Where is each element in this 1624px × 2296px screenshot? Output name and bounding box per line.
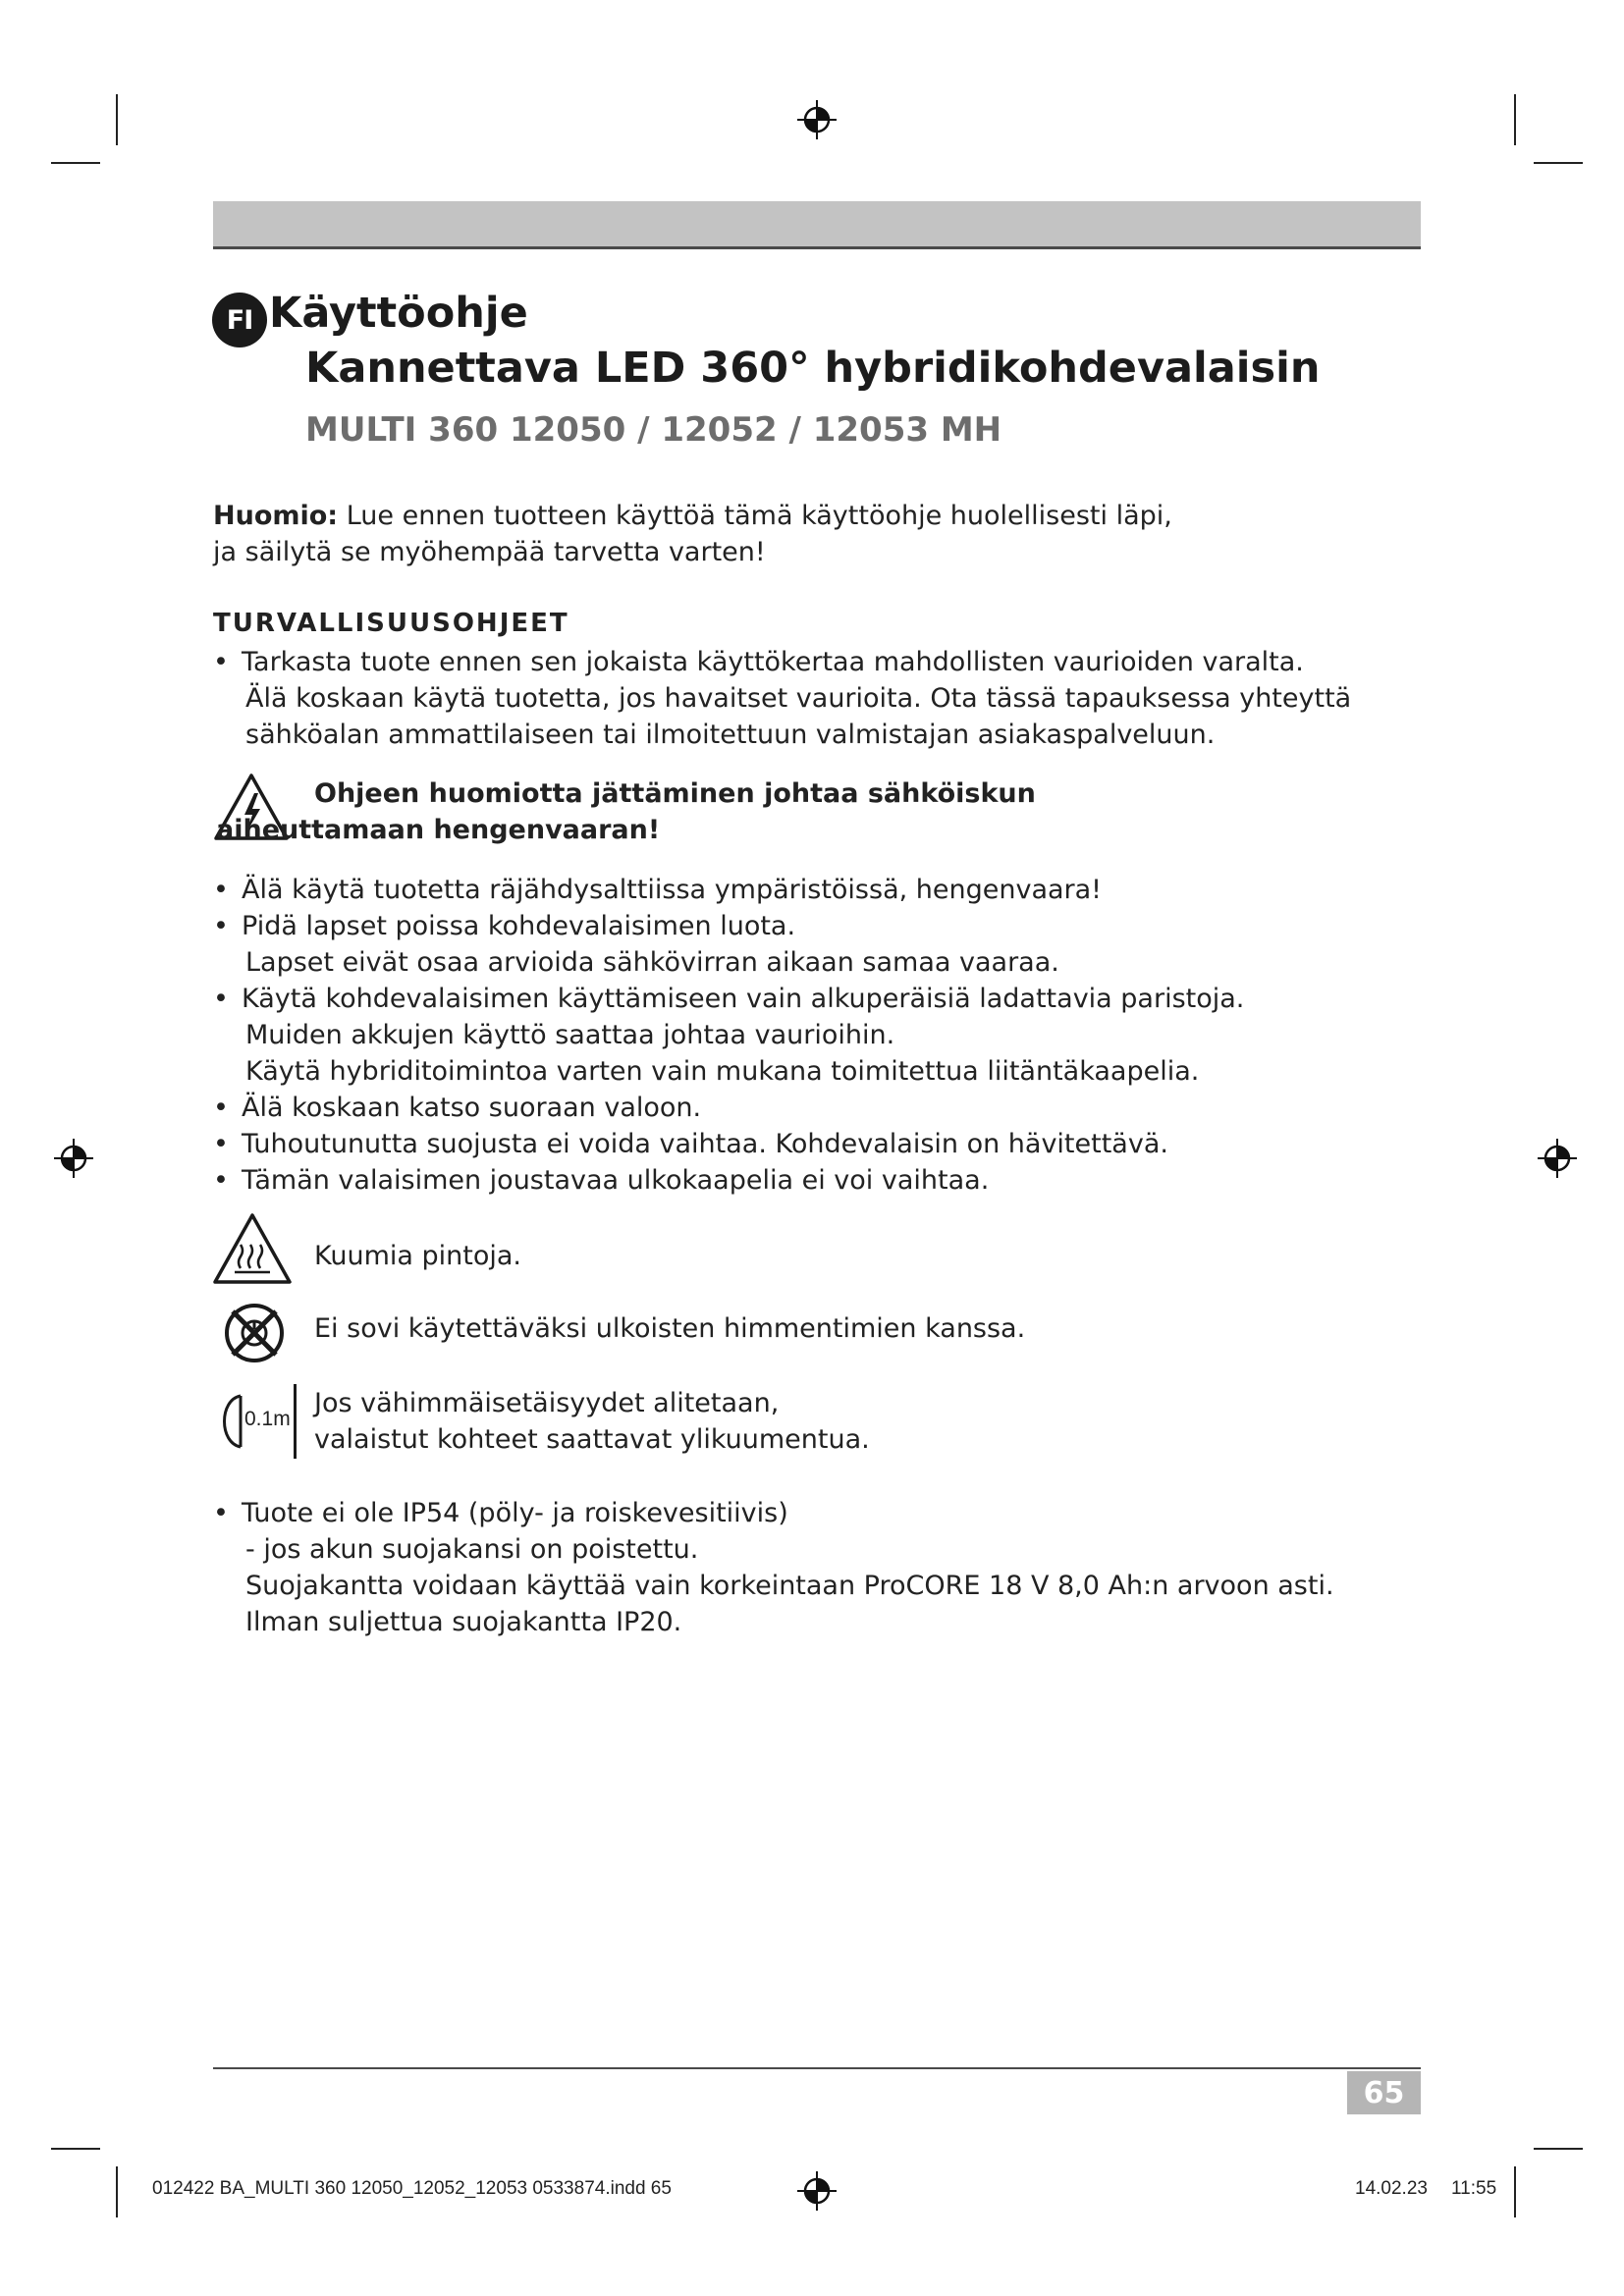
crop-mark (116, 2166, 118, 2217)
footer-file-info: 012422 BA_MULTI 360 12050_12052_12053 0533874.indd 65 (152, 2178, 672, 2199)
registration-mark-icon (797, 100, 837, 139)
list-item-continuation: sähköalan ammattilaiseen tai ilmoitettuun valmistajan asiakaspalveluun. (245, 720, 1216, 750)
bullet-dot: • (213, 647, 229, 677)
crop-mark (51, 162, 100, 164)
bullet-dot: • (213, 1165, 229, 1196)
section-heading: TURVALLISUUSOHJEET (213, 609, 569, 638)
list-item: Pidä lapset poissa kohdevalaisimen luota. (242, 911, 796, 941)
product-title: Kannettava LED 360° hybridikohdevalaisin (305, 344, 1321, 393)
bullet-dot: • (213, 1129, 229, 1159)
list-item-continuation: Älä koskaan käytä tuotetta, jos havaitset vaurioita. Ota tässä tapauksessa yhteyttä (245, 683, 1352, 714)
list-item-continuation: Muiden akkujen käyttö saattaa johtaa vaurioihin. (245, 1020, 895, 1050)
distance-text: valaistut kohteet saattavat ylikuumentua. (314, 1424, 870, 1455)
crop-mark (51, 2148, 100, 2150)
distance-label: 0.1m (244, 1408, 291, 1430)
footer-date: 14.02.23 (1355, 2178, 1428, 2199)
notice-label: Huomio: (213, 501, 339, 531)
notice-line: ja säilytä se myöhempää tarvetta varten! (213, 537, 766, 567)
registration-mark-icon (797, 2171, 837, 2211)
footer-time: 11:55 (1451, 2178, 1497, 2199)
hot-surface-icon (211, 1211, 294, 1286)
list-item-continuation: Lapset eivät osaa arvioida sähkövirran aikaan samaa vaaraa. (245, 947, 1059, 978)
no-dimmer-icon (221, 1300, 288, 1366)
bullet-dot: • (213, 911, 229, 941)
header-bar (213, 201, 1421, 249)
list-item: Älä käytä tuotetta räjähdysalttiissa ympäristöissä, hengenvaara! (242, 875, 1103, 905)
list-item-continuation: - jos akun suojakansi on poistettu. (245, 1534, 699, 1565)
crop-mark (1514, 2166, 1516, 2217)
bullet-dot: • (213, 875, 229, 905)
crop-mark (1514, 94, 1516, 145)
notice-line: Lue ennen tuotteen käyttöä tämä käyttöohje huolellisesti läpi, (346, 501, 1172, 531)
distance-divider (294, 1384, 297, 1459)
hot-surface-text: Kuumia pintoja. (314, 1241, 522, 1271)
list-item-continuation: Käytä hybriditoimintoa varten vain mukana toimitettua liitäntäkaapelia. (245, 1056, 1200, 1087)
bullet-dot: • (213, 984, 229, 1014)
list-item: Älä koskaan katso suoraan valoon. (242, 1093, 702, 1123)
crop-mark (1534, 162, 1583, 164)
warning-text: aiheuttamaan hengenvaaran! (216, 815, 661, 845)
crop-mark (1534, 2148, 1583, 2150)
distance-text: Jos vähimmäisetäisyydet alitetaan, (314, 1388, 780, 1418)
bullet-dot: • (213, 1093, 229, 1123)
warning-text: Ohjeen huomiotta jättäminen johtaa sähköiskun (314, 778, 1036, 809)
minimum-distance-symbol (213, 1384, 298, 1459)
list-item-continuation: Suojakantta voidaan käyttää vain korkeintaan ProCORE 18 V 8,0 Ah:n arvoon asti. (245, 1571, 1334, 1601)
list-item: Tarkasta tuote ennen sen jokaista käyttökertaa mahdollisten vaurioiden varalta. (242, 647, 1304, 677)
page-title: Käyttöohje (269, 289, 528, 338)
bottom-rule (213, 2067, 1421, 2069)
no-dimmer-text: Ei sovi käytettäväksi ulkoisten himmentimien kanssa. (314, 1313, 1026, 1344)
page-number: 65 (1347, 2071, 1421, 2114)
list-item: Tuote ei ole IP54 (pöly- ja roiskevesitiivis) (242, 1498, 788, 1528)
lamp-distance-icon (213, 1392, 246, 1451)
bullet-dot: • (213, 1498, 229, 1528)
list-item: Tuhoutunutta suojusta ei voida vaihtaa. Kohdevalaisin on hävitettävä. (242, 1129, 1168, 1159)
list-item: Tämän valaisimen joustavaa ulkokaapelia ei voi vaihtaa. (242, 1165, 990, 1196)
list-item: Käytä kohdevalaisimen käyttämiseen vain alkuperäisiä ladattavia paristoja. (242, 984, 1245, 1014)
registration-mark-icon (1538, 1139, 1577, 1178)
language-badge: FI (212, 293, 267, 347)
crop-mark (116, 94, 118, 145)
registration-mark-icon (54, 1139, 93, 1178)
list-item-continuation: Ilman suljettua suojakantta IP20. (245, 1607, 682, 1637)
notice (213, 498, 1172, 534)
model-number: MULTI 360 12050 / 12052 / 12053 MH (305, 410, 1002, 450)
